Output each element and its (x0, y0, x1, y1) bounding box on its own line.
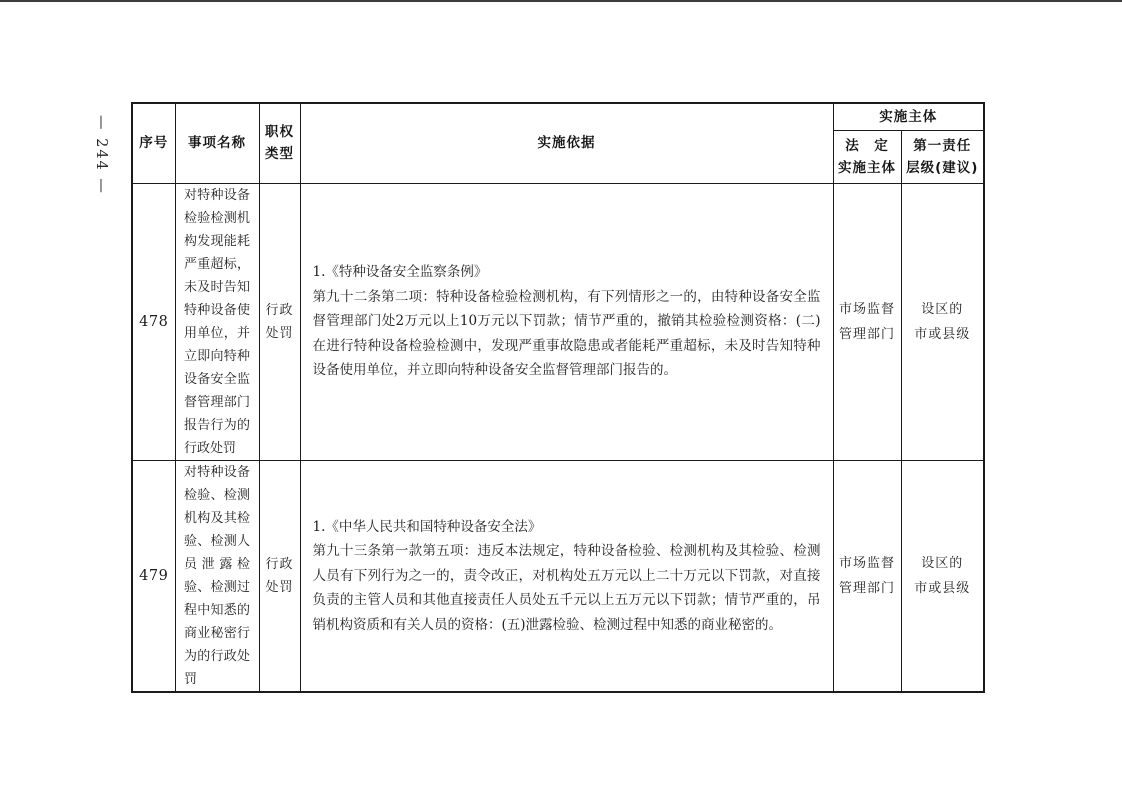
header-cell-basis (300, 103, 833, 183)
header-cell-legal-subject (833, 130, 901, 183)
row-478-basis-body: 第九十二条第二项：特种设备检验检测机构，有下列情形之一的，由特种设备安全监督管理部门处2万元以上10万元以下罚款；情节严重的，撤销其检验检测资格：(二)在进行特种设备检验检测中，发现严重事故隐患或者能耗严重超标，未及时告知特种设备使用单位，并立即向特种设备安全监督管理部门报告的。 (312, 288, 821, 379)
row-479-first-level-line2: 市或县级 (914, 580, 971, 596)
row-478-first-level (901, 183, 984, 460)
header-cell-no (132, 103, 175, 183)
row-479-item-name (175, 460, 259, 692)
row-478-first-level-line2: 市或县级 (914, 326, 971, 342)
row-478-legal-subject-line2: 管理部门 (838, 326, 895, 342)
row-478-item-name (175, 183, 259, 460)
header-no-label: 序号 (139, 135, 169, 152)
row-479-no: 479 (132, 460, 175, 692)
row-479-legal-subject (833, 460, 901, 692)
header-basis-label: 实施依据 (537, 135, 596, 152)
row-479-basis-title: 1.《中华人民共和国特种设备安全法》 (312, 518, 542, 535)
header-legal-subject-line2: 实施主体 (838, 159, 896, 176)
table-row (132, 183, 984, 460)
header-cell-first-level (901, 130, 984, 183)
row-479-power-type-line1: 行政 (265, 556, 294, 572)
row-479-basis-body: 第九十三条第一款第五项：违反本法规定，特种设备检验、检测机构及其检验、检测人员有下列行为之一的，责令改正，对机构处五万元以上二十万元以下罚款，对直接负责的主管人员和其他直接责任人员处五千元以上五万元以下罚款；情节严重的，吊销机构资质和有关人员的资格：(五)泄露检验、检测过程中知悉的商业秘密的。 (312, 543, 821, 633)
table-row (132, 460, 984, 692)
penalty-items-table (131, 102, 985, 693)
row-478-no: 478 (132, 183, 175, 460)
header-legal-subject-line1: 法 定 (845, 137, 889, 154)
row-479-power-type (259, 460, 300, 692)
header-subject-group-label: 实施主体 (879, 108, 938, 125)
row-479-item-name-text: 对特种设备检验、检测机构及其检验、检测人员泄露检验、检测过程中知悉的商业秘密行为的行政处罚 (184, 464, 250, 687)
header-item-name-label: 事项名称 (188, 135, 246, 152)
row-478-basis (300, 183, 833, 460)
row-479-legal-subject-line2: 管理部门 (838, 580, 895, 596)
row-478-power-type-line2: 处罚 (265, 325, 294, 341)
table-header-row (132, 103, 984, 130)
row-478-item-name-text: 对特种设备检验检测机构发现能耗严重超标，未及时告知特种设备使用单位，并立即向特种设备安全监督管理部门报告行为的行政处罚 (184, 187, 250, 456)
row-478-power-type-line1: 行政 (265, 302, 294, 318)
row-478-first-level-line1: 设区的 (921, 301, 964, 317)
scan-edge-artifact (0, 0, 1122, 2)
header-first-level-line2: 层级(建议) (906, 159, 979, 176)
header-first-level-line1: 第一责任 (913, 137, 972, 154)
row-479-basis (300, 460, 833, 692)
header-cell-item-name (175, 103, 259, 183)
row-478-basis-title: 1.《特种设备安全监察条例》 (312, 264, 488, 281)
page-number: — 244 — (93, 115, 109, 195)
header-power-type-line1: 职权 (265, 124, 294, 141)
header-cell-power-type (259, 103, 300, 183)
header-cell-subject-group (833, 103, 984, 130)
row-478-power-type (259, 183, 300, 460)
header-power-type-line2: 类型 (265, 146, 294, 163)
row-479-power-type-line2: 处罚 (265, 579, 294, 595)
row-478-legal-subject (833, 183, 901, 460)
row-479-legal-subject-line1: 市场监督 (838, 555, 895, 571)
row-479-first-level-line1: 设区的 (921, 555, 964, 571)
row-478-legal-subject-line1: 市场监督 (838, 301, 895, 317)
row-479-first-level (901, 460, 984, 692)
